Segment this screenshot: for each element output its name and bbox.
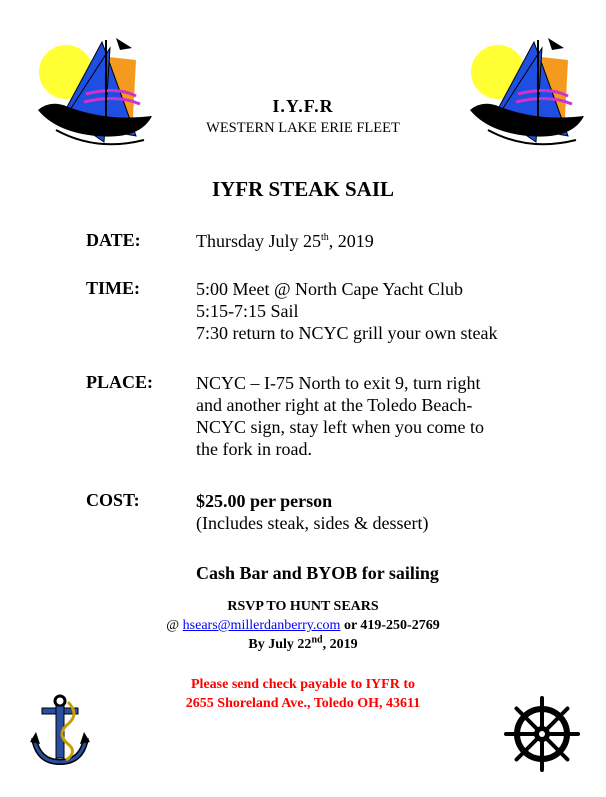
time-line-2: 5:15-7:15 Sail — [196, 301, 299, 321]
rsvp-email-link[interactable]: hsears@millerdanberry.com — [182, 618, 341, 633]
place-line-1: NCYC – I-75 North to exit 9, turn right — [196, 373, 481, 393]
rsvp-deadline: By July 22nd, 2019 — [248, 634, 358, 652]
payment-line-1: Please send check payable to IYFR to — [191, 677, 415, 692]
ship-wheel-icon — [504, 696, 580, 772]
place-line-4: the fork in road. — [196, 439, 312, 459]
fleet-name: WESTERN LAKE ERIE FLEET — [206, 120, 400, 136]
place-label: PLACE: — [86, 372, 153, 392]
time-line-1: 5:00 Meet @ North Cape Yacht Club — [196, 279, 464, 299]
time-label: TIME: — [86, 278, 140, 298]
cash-bar-note: Cash Bar and BYOB for sailing — [196, 563, 439, 583]
place-line-2: and another right at the Toledo Beach- — [196, 395, 473, 415]
org-name: I.Y.F.R — [272, 96, 334, 116]
time-value — [196, 278, 497, 344]
cost-price: $25.00 per person — [196, 491, 333, 511]
place-value — [196, 372, 484, 460]
anchor-icon — [28, 694, 92, 768]
place-line-3: NCYC sign, stay left when you come to — [196, 417, 484, 437]
cost-value — [196, 490, 428, 534]
page-title: IYFR STEAK SAIL — [211, 177, 395, 201]
rsvp-contact: @ hsears@millerdanberry.com or 419-250-2769 — [166, 618, 440, 633]
time-line-3: 7:30 return to NCYC grill your own steak — [196, 323, 498, 343]
rsvp-heading: RSVP TO HUNT SEARS — [227, 599, 379, 614]
payment-line-2: 2655 Shoreland Ave., Toledo OH, 43611 — [185, 696, 421, 711]
date-label: DATE: — [86, 230, 141, 250]
rsvp-block — [0, 597, 606, 654]
date-value: Thursday July 25th, 2019 — [196, 231, 374, 251]
cost-label: COST: — [86, 490, 140, 510]
cost-includes: (Includes steak, sides & dessert) — [196, 513, 429, 533]
